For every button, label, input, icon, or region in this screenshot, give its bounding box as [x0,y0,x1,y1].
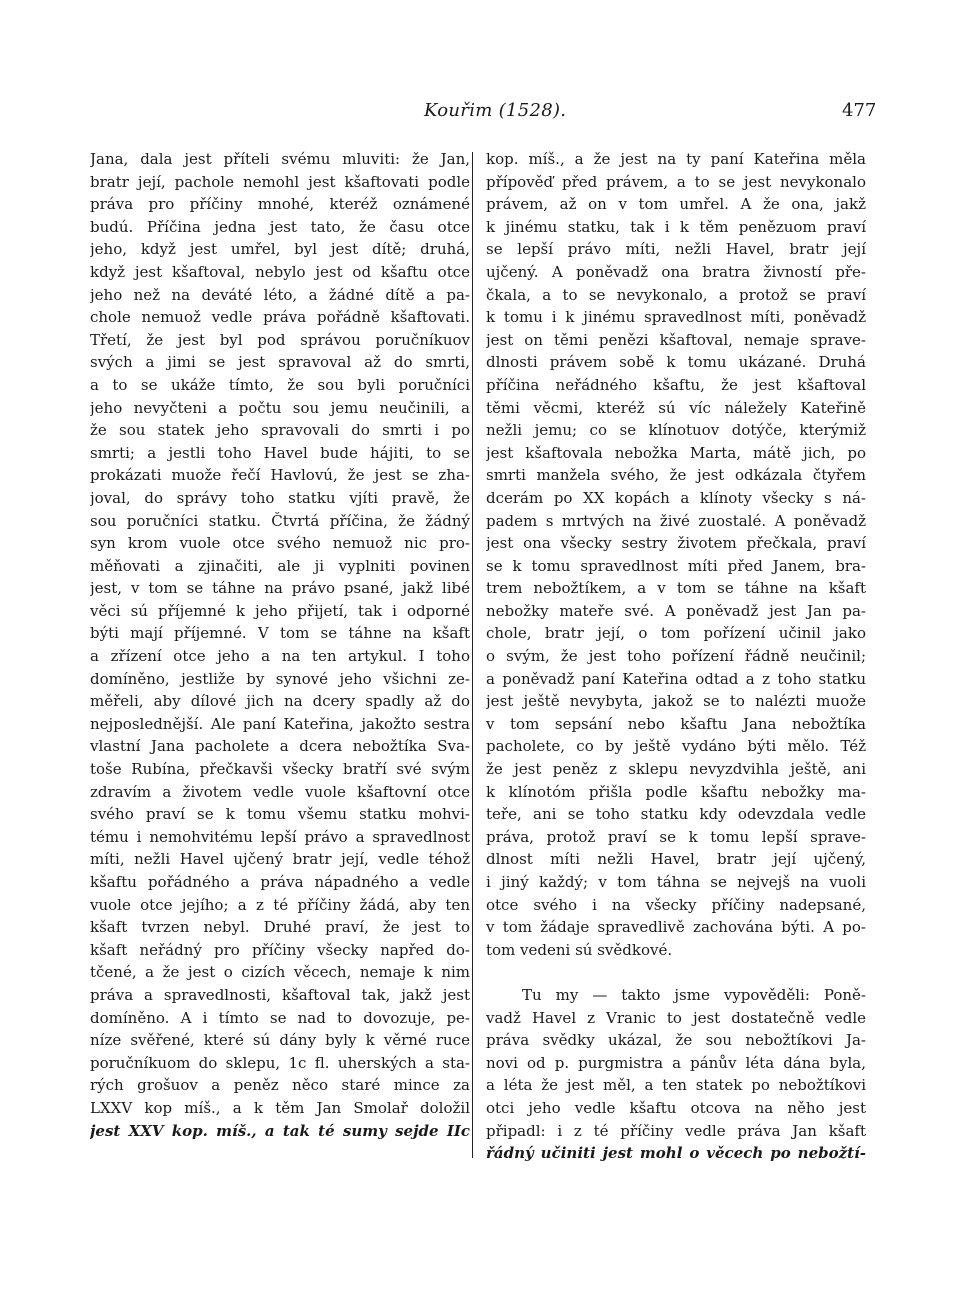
text-line: smrti manžela svého, že jest odkázala čtyřem [486,466,866,485]
text-line: padem s mrtvých na živé zuostalé. A poněvadž [486,511,866,530]
text-line: o svým, že jest toho pořízení řádně neučinil; [486,647,866,666]
right-column [486,148,866,1165]
text-line: syn krom vuole otce svého nemuož nic pro- [90,534,470,553]
running-title: Kouřim (1528). [424,100,567,121]
text-line: jest ještě nevybyta, jakož se to nalézti muože [486,692,866,711]
text-line: níze svěřené, které sú dány byly k věrné ruce [90,1031,470,1050]
text-line: bratr její, pachole nemohl jest kšaftovati podle [90,172,470,191]
text-line: právem, až on v tom umřel. A že ona, jakž [486,195,866,214]
text-line: pacholete, co by ještě vydáno býti mělo. Též [486,737,866,756]
text-line: svého praví se k tomu všemu statku mohvi- [90,805,470,824]
text-line: i jiný každý; v tom táhna se nejvejš na vuoli [486,873,866,891]
text-line: domíněno. A i tímto se nad to dovozuje, pe- [90,1008,470,1027]
text-line: jest XXV kop. míš., a tak té sumy sejde IIc [90,1121,470,1140]
text-line: práva, protož praví se k tomu lepší sprave- [486,827,866,846]
text-line: nebožky mateře své. A poněvadž jest Jan pa- [486,601,866,620]
text-line: v tom sepsání nebo kšaftu Jana nebožtíka [486,714,866,733]
text-line: tému i nemohvitému lepší právo a spravedlnost [90,827,470,846]
text-line: měňovati a zjinačiti, ale ji vyplniti povinen [90,556,470,575]
page-header [0,100,960,130]
text-line: vadž Havel z Vranic to jest dostatečně vedle [486,1008,866,1027]
text-line: práva a spravedlnosti, kšaftoval tak, jakž jest [90,985,470,1004]
text-line: rých grošuov a peněz něco staré mince za [90,1076,470,1095]
text-line: nežli jemu; co se klínotuov dotýče, kterýmiž [486,421,866,440]
text-line: trem nebožtíkem, a v tom se táhne na kšaft [486,579,866,598]
text-line: se lepší právo míti, nežli Havel, bratr její [486,240,866,259]
text-line: Tu my — takto jsme vypověděli: Poně- [522,985,866,1004]
text-line: jeho, když jest umřel, byl jest dítě; druhá, [90,240,470,259]
text-line: jeho nevyčteni a počtu sou jemu neučinili, a [90,398,470,417]
text-line: jest on těmi penězi kšaftoval, nemaje sprave- [486,330,866,349]
text-line: připadl: i z té příčiny vedle práva Jan kšaft [486,1121,866,1140]
text-line: chole nemuož vedle práva pořádně kšaftovati. [90,308,470,327]
text-line: měřeli, aby dílové jich na dcery spadly až do [90,692,470,711]
text-line: domíněno, jestliže by synové jeho všichni ze- [90,669,470,688]
text-line: příčina neřádného kšaftu, že jest kšaftoval [486,375,866,394]
text-line: míti, nežli Havel ujčený bratr její, vedle téhož [90,850,470,869]
text-line: sou poručníci statku. Čtvrtá příčina, že žádný [90,511,470,530]
text-line: a to se ukáže tímto, že sou byli poručníci [90,375,470,394]
text-line: otci jeho vedle kšaftu otcova na něho jest [486,1098,866,1117]
text-line: přípověď před právem, a to se jest nevykonalo [486,172,866,191]
text-line: dlnosti právem sobě k tomu ukázané. Druhá [486,353,866,372]
text-line: budú. Příčina jedna jest tato, že času otce [90,217,470,236]
text-line: v tom žádaje spravedlivě zachována býti. A po- [486,918,866,937]
text-line: poručníkuom do sklepu, 1c fl. uherských a sta- [90,1053,470,1072]
text-line: nejposlednější. Ale paní Kateřina, jakožto sestra [90,714,470,733]
text-line: a zřízení otce jeho a na ten artykul. I toho [90,647,470,666]
text-line: chole, bratr její, o tom pořízení učinil jako [486,624,866,643]
text-line: svých a jimi se jest spravoval až do smrti, [90,353,470,372]
text-line: Třetí, že jest byl pod správou poručníkuov [90,330,470,349]
text-line: práva svědky ukázal, že sou nebožtíkovi Ja- [486,1031,866,1050]
text-line: smrti; a jestli toho Havel bude hájiti, to se [90,443,470,462]
text-line: ujčený. A poněvadž ona bratra živností pře- [486,262,866,281]
text-line: tom vedeni sú svědkové. [486,940,673,959]
text-line: jeho než na deváté léto, a žádné dítě a pa- [90,285,470,304]
text-line: k klínotóm přišla podle kšaftu nebožky ma- [486,782,866,801]
text-line: řádný učiniti jest mohl o věcech po nebožtí- [486,1144,866,1163]
text-line: těmi věcmi, kteréž sú víc náležely Kateřině [486,398,866,417]
text-line: dlnost míti nežli Havel, bratr její ujčený, [486,850,866,869]
text-line: býti mají příjemné. V tom se táhne na kšaft [90,624,470,643]
text-line: novi od p. purgmistra a pánův léta dána byla, [486,1053,866,1072]
text-line: prokázati muože řečí Havlovú, že jest se zha- [90,466,470,485]
text-line: když jest kšaftoval, nebylo jest od kšaftu otce [90,262,470,281]
text-line: se k tomu spravedlnost míti před Janem, bra- [486,556,866,575]
text-line: vuole otce jejího; a z té příčiny žádá, aby ten [90,895,470,914]
text-line: jest ona všecky sestry životem přečkala, praví [486,534,866,553]
text-line: dcerám po XX kopách a klínoty všecky s ná- [486,488,866,507]
text-line: tčené, a že jest o cizích věcech, nemaje k nim [90,963,470,982]
text-line: zdravím a životem vedle vuole kšaftovní otce [90,782,470,801]
text-line: a léta že jest měl, a ten statek po nebožtíkovi [486,1076,866,1095]
text-line: k jinému statku, tak i k těm penězuom praví [486,217,866,236]
text-line: kšaftu pořádného a práva nápadného a vedle [90,873,470,891]
text-line: joval, do správy toho statku vjíti pravě, že [90,488,470,507]
paragraph-spacer [486,961,866,984]
text-line: že sou statek jeho spravovali do smrti i po [90,421,470,440]
text-line: jest, v tom se táhne na právo psané, jakž libé [90,579,470,598]
text-line: k tomu i k jinému spravedlnost míti, poněvadž [486,308,866,327]
text-line: kšaft neřádný pro příčiny všecky napřed do- [90,940,470,959]
text-line: a poněvadž paní Kateřina odtad a z toho statku [486,669,866,688]
text-line: toše Rubína, přečkavši všecky bratří své svým [90,760,470,779]
text-line: LXXV kop míš., a k těm Jan Smolař doložil [90,1098,470,1117]
text-line: otce svého i na všecky příčiny nadepsané, [486,895,866,914]
text-line: věci sú příjemné k jeho přijetí, tak i odporné [90,601,470,620]
text-line: Jana, dala jest příteli svému mluviti: že Jan, [90,150,470,168]
text-line: vlastní Jana pacholete a dcera nebožtíka Sva- [90,737,470,756]
text-line: čkala, a to se nevykonalo, a protož se praví [486,285,866,304]
text-line: kšaft tvrzen nebyl. Druhé praví, že jest to [90,918,470,937]
left-column [90,148,470,1142]
text-line: práva pro příčiny mnohé, kteréž oznámené [90,195,470,214]
page-number: 477 [842,100,877,121]
column-divider [472,152,473,1158]
text-line: jest kšaftovala nebožka Marta, mátě jich, po [486,443,866,462]
text-line: kop. míš., a že jest na ty paní Kateřina měla [486,150,866,168]
text-line: teře, ani se toho statku kdy odevzdala vedle [486,805,866,824]
text-line: že jest peněz z sklepu nevyzdvihla ještě, ani [486,760,866,779]
